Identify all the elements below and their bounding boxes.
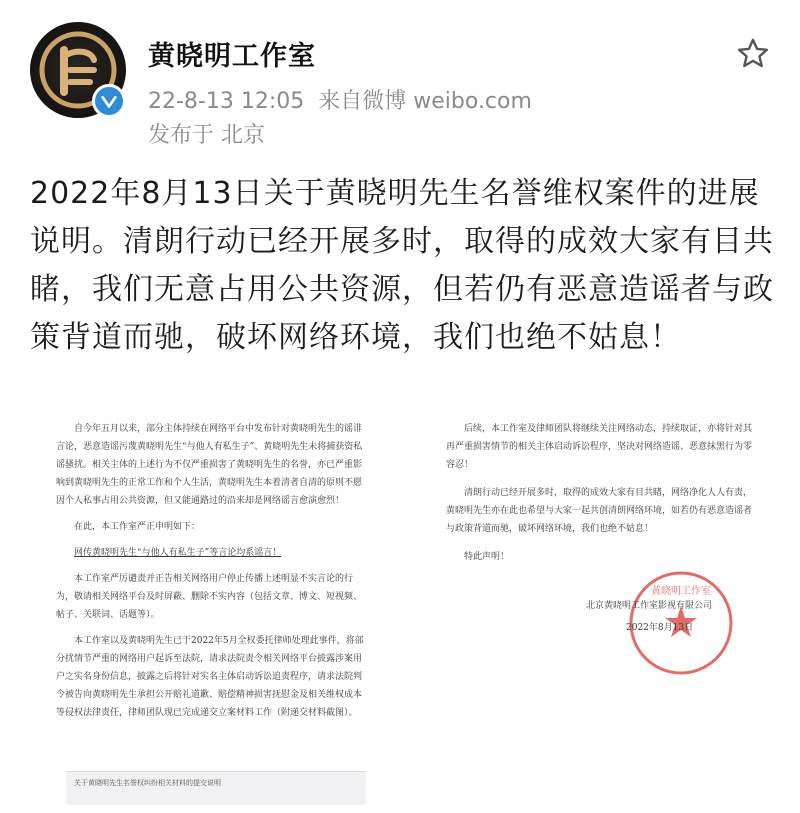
- post-source[interactable]: 来自微博 weibo.com: [318, 89, 532, 114]
- statement-page-left: [56, 420, 366, 805]
- post-text: 2022年8月13日关于黄晓明先生名誉维权案件的进展说明。清朗行动已经开展多时，取得的成效大家有目共睹，我们无意占用公共资源，但若仍有恶意造谣者与政策背道而驰，破坏网络环境，我们也绝不姑息！: [30, 176, 774, 355]
- statement-paragraph: 清朗行动已经开展多时，取得的成效大家有目共睹，网络净化人人有责，黄晓明先生亦在此也希望与大家一起共创清朗网络环境，如若仍有恶意造谣者与政策背道而驰，破坏网络环境，我们也绝不姑息！: [446, 488, 753, 534]
- statement-paragraph: 后续，本工作室及律师团队将继续关注网络动态，持续取证，亦将针对其再严重损害情节的相关主体启动诉讼程序，坚决对网络造谣、恶意抹黑行为零容忍！: [446, 424, 753, 470]
- verified-badge-icon: [92, 84, 126, 118]
- post-location: 发布于 北京: [148, 123, 265, 148]
- statement-paragraph: 本工作室严厉谴责并正告相关网络用户停止传播上述明显不实言论的行为，敬请相关网络平台及时屏蔽、删除不实内容（包括文章、博文、短视频、帖子、关联词、话题等）。: [56, 574, 363, 620]
- statement-page-right: [446, 420, 756, 680]
- statement-signature: 北京黄晓明工作室影视有限公司: [586, 601, 713, 611]
- attached-screenshot: [66, 771, 366, 805]
- author-name[interactable]: 黄晓明工作室: [148, 41, 316, 72]
- post-meta: [148, 84, 532, 115]
- star-icon[interactable]: [735, 36, 771, 72]
- statement-paragraph: 自今年五月以来，部分主体持续在网络平台中发布针对黄晓明先生的谣诽言论，恶意造谣污蔑黄晓明先生“与他人有私生子”、黄晓明先生未将捕获资私谣骚扰。相关主体的上述行为不仅严重损害了黄晓明先生的名誉，亦已严重影响到黄晓明先生的正常工作和个人生活，黄晓明先生本着清者自清的原则不愿因个人私事占用公共资源，但又能通路过的沿来却是网络谣言愈演愈烈！: [56, 424, 363, 506]
- statement-headline: 网传黄晓明先生“与他人有私生子”等言论均系谣言！: [74, 548, 282, 558]
- statement-paragraph: 在此，本工作室严正申明如下：: [74, 522, 201, 532]
- statement-paragraph: 本工作室以及黄晓明先生已于2022年5月全权委托律师处理此事件，将部分扰情节严重的网络用户起诉至法院，请求法院责令相关网络平台披露涉案用户之实名身份信息，披露之后将针对实名主体启动诉讼追责程序，请求法院判令被告向黄晓明先生承担公开赔礼道歉、赔偿精神损害抚慰金及相关维权成本等侵权法律责任，律师团队现已完成递交立案材料工作（附递交材料截图）。: [56, 636, 364, 718]
- statement-date: 2022年8月13日: [626, 623, 694, 633]
- post-time: 22-8-13 12:05: [148, 89, 305, 114]
- seal-text: 黄晓明工作室: [651, 586, 711, 597]
- attached-screenshot-label: 关于黄晓明先生名誉权纠纷相关材料的提交说明: [74, 779, 221, 787]
- statement-image[interactable]: [56, 420, 756, 805]
- post-header: [0, 0, 800, 150]
- statement-closing: 特此声明！: [464, 552, 510, 562]
